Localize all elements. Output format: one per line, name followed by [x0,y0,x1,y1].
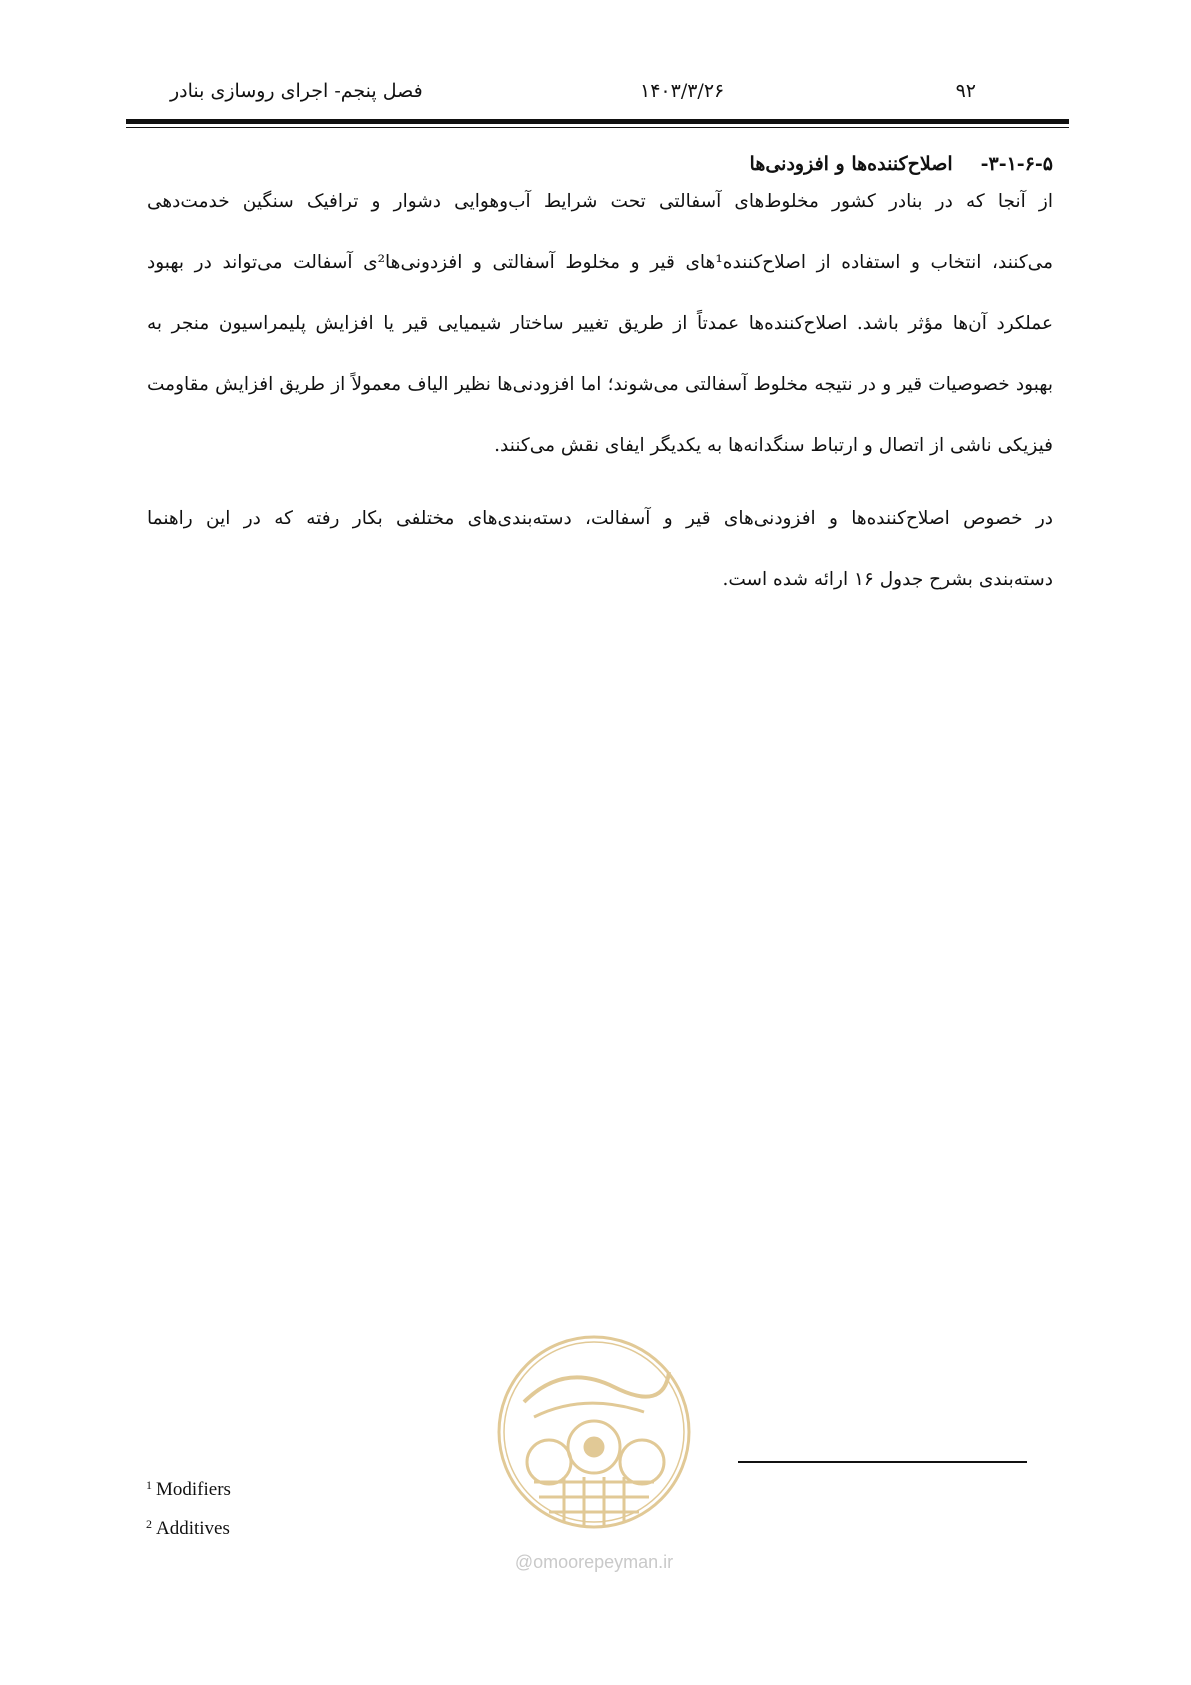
footnote-marker: 2 [146,1517,152,1531]
watermark-url: @omoorepeyman.ir [514,1552,674,1572]
footnote-text: Modifiers [156,1479,231,1500]
footnote-text: Additives [156,1518,230,1539]
section-number: ۳-۱-۶-۵- [980,153,1053,175]
footnote-separator [738,1461,1027,1463]
header-rule-thick [126,119,1069,124]
footnote-1 [146,1473,231,1502]
watermark-logo [494,1332,694,1532]
paragraph-line: می‌کنند، انتخاب و استفاده از اصلاح‌کننده¹های قیر و مخلوط آسفالتی و افزدونی‌ها²ی آسفالت می‌تواند در بهبود [147,252,1054,273]
paragraph-line: عملکرد آن‌ها مؤثر باشد. اصلاح‌کننده‌ها عمدتاً از طریق تغییر ساختار شیمیایی قیر یا افزایش پلیمراسیون منجر به [147,313,1053,334]
paragraph-line: بهبود خصوصیات قیر و در نتیجه مخلوط آسفالتی می‌شوند؛ اما افزودنی‌ها نظیر الیاف معمولاً از طریق افزایش مقاومت [147,374,1053,395]
footnote-2 [146,1512,230,1541]
paragraph-2 [147,488,1053,610]
header-date: ۱۴۰۳/۳/۲۶ [640,80,725,102]
header-page-number: ۹۲ [955,80,976,102]
paragraph-line: از آنجا که در بنادر کشور مخلوط‌های آسفالتی تحت شرایط آب‌وهوایی دشوار و ترافیک سنگین خدمت‌دهی [147,191,1053,212]
paragraph-line: فیزیکی ناشی از اتصال و ارتباط سنگدانه‌ها به یکدیگر ایفای نقش می‌کنند. [494,435,1053,456]
paragraph-1 [147,171,1053,476]
header-rule-thin [126,127,1069,128]
paragraph-line: دسته‌بندی بشرح جدول ۱۶ ارائه شده است. [722,569,1053,590]
header-chapter-title: فصل پنجم- اجرای روسازی بنادر [170,80,423,102]
paragraph-line: در خصوص اصلاح‌کننده‌ها و افزودنی‌های قیر و آسفالت، دسته‌بندی‌های مختلفی بکار رفته که در این راهنما [147,508,1053,529]
section-title: اصلاح‌کننده‌ها و افزودنی‌ها [749,153,953,175]
footnote-marker: 1 [146,1478,152,1492]
